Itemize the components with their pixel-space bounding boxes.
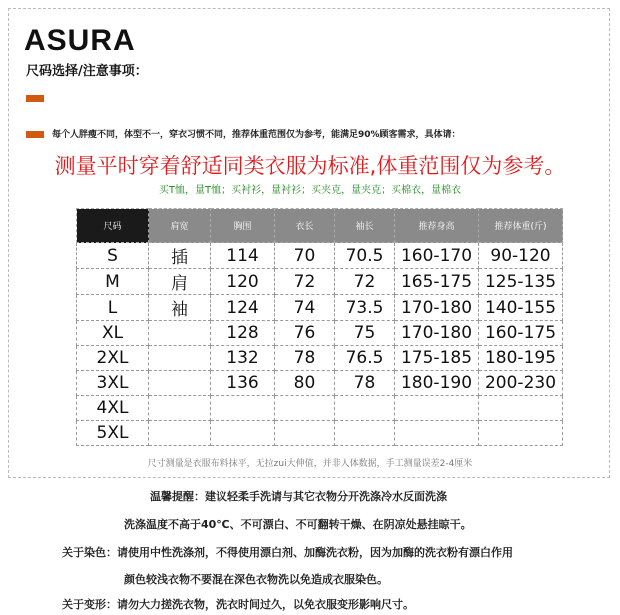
table-cell: 160-175	[479, 321, 563, 346]
accent-marker	[26, 131, 44, 138]
table-cell: S	[77, 243, 149, 269]
table-cell: 90-120	[479, 243, 563, 269]
table-cell: 136	[211, 371, 275, 396]
table-cell	[395, 421, 479, 446]
care-line-1: 温馨提醒：建议轻柔手洗请与其它衣物分开洗涤冷水反面洗涤	[150, 490, 447, 503]
table-cell: 170-180	[395, 321, 479, 346]
table-row	[77, 421, 563, 446]
care-line-3: 关于染色：请使用中性洗涤剂，不得使用漂白剂、加酶洗衣粉，因为加酶的洗衣粉有漂白作用	[62, 546, 513, 559]
table-cell: 3XL	[77, 371, 149, 396]
fit-note: 每个人胖瘦不同，体型不一，穿衣习惯不同，推荐体重范围仅为参考，能满足90%顾客需求，具体请：	[52, 130, 461, 140]
header-size: 尺码	[77, 209, 149, 243]
table-cell: 72	[275, 269, 335, 295]
table-row	[77, 295, 563, 321]
care-line-4: 颜色较浅衣物不要混在深色衣物洗以免造成衣服染色。	[124, 573, 388, 586]
measure-headline: 测量平时穿着舒适同类衣服为标准,体重范围仅为参考。	[54, 154, 566, 178]
table-cell	[149, 371, 211, 396]
table-cell	[479, 421, 563, 446]
table-cell	[335, 396, 395, 421]
table-cell: 170-180	[395, 295, 479, 321]
table-cell: 76.5	[335, 346, 395, 371]
header-sleeve: 袖长	[335, 209, 395, 243]
table-cell: 125-135	[479, 269, 563, 295]
table-cell: 180-195	[479, 346, 563, 371]
table-cell: 180-190	[395, 371, 479, 396]
table-cell: 128	[211, 321, 275, 346]
table-cell	[275, 421, 335, 446]
table-cell: 74	[275, 295, 335, 321]
table-cell: 80	[275, 371, 335, 396]
table-header-row	[77, 209, 563, 243]
table-cell: 70.5	[335, 243, 395, 269]
table-cell: 78	[275, 346, 335, 371]
table-cell	[479, 396, 563, 421]
table-cell: 160-170	[395, 243, 479, 269]
brand-logo: ASURA	[24, 24, 136, 57]
table-cell: 76	[275, 321, 335, 346]
table-cell: 肩	[149, 269, 211, 295]
table-cell: 165-175	[395, 269, 479, 295]
table-cell: 132	[211, 346, 275, 371]
header-weight: 推荐体重(斤)	[479, 209, 563, 243]
table-row	[77, 243, 563, 269]
header-height: 推荐身高	[395, 209, 479, 243]
table-cell: 插	[149, 243, 211, 269]
table-cell	[395, 396, 479, 421]
table-row	[77, 321, 563, 346]
table-cell: 78	[335, 371, 395, 396]
table-cell: 124	[211, 295, 275, 321]
table-cell	[149, 321, 211, 346]
measure-tip: 买T恤，量T恤；买衬衫，量衬衫；买夹克，量夹克；买棉衣，量棉衣	[158, 185, 462, 196]
table-row	[77, 371, 563, 396]
table-row	[77, 346, 563, 371]
care-line-5: 关于变形：请勿大力搓洗衣物，洗衣时间过久，以免衣服变形影响尺寸。	[62, 598, 414, 611]
table-cell	[211, 396, 275, 421]
care-line-2: 洗涤温度不高于40℃、不可漂白、不可翻转干燥、在阴凉处悬挂晾干。	[124, 518, 472, 531]
page-subtitle: 尺码选择/注意事项：	[26, 64, 148, 79]
table-cell: 袖	[149, 295, 211, 321]
table-cell: M	[77, 269, 149, 295]
table-cell: 73.5	[335, 295, 395, 321]
table-cell	[149, 396, 211, 421]
table-cell	[149, 421, 211, 446]
table-cell: 4XL	[77, 396, 149, 421]
table-cell	[335, 421, 395, 446]
header-length: 衣长	[275, 209, 335, 243]
table-cell: 75	[335, 321, 395, 346]
table-cell: 70	[275, 243, 335, 269]
table-cell: 114	[211, 243, 275, 269]
table-cell	[149, 346, 211, 371]
table-cell: 72	[335, 269, 395, 295]
table-cell	[211, 421, 275, 446]
table-cell: 5XL	[77, 421, 149, 446]
table-cell: L	[77, 295, 149, 321]
size-table	[76, 208, 563, 446]
accent-marker	[26, 95, 44, 102]
header-chest: 胸围	[211, 209, 275, 243]
table-cell: 140-155	[479, 295, 563, 321]
table-cell: 120	[211, 269, 275, 295]
table-cell: XL	[77, 321, 149, 346]
header-shoulder: 肩宽	[149, 209, 211, 243]
table-footnote: 尺寸测量是衣服布料抹平，无拉zui大伸值，并非人体数据，手工测量误差2-4厘米	[147, 459, 473, 469]
table-row	[77, 396, 563, 421]
table-cell: 175-185	[395, 346, 479, 371]
table-cell: 2XL	[77, 346, 149, 371]
table-row	[77, 269, 563, 295]
table-cell	[275, 396, 335, 421]
table-cell: 200-230	[479, 371, 563, 396]
